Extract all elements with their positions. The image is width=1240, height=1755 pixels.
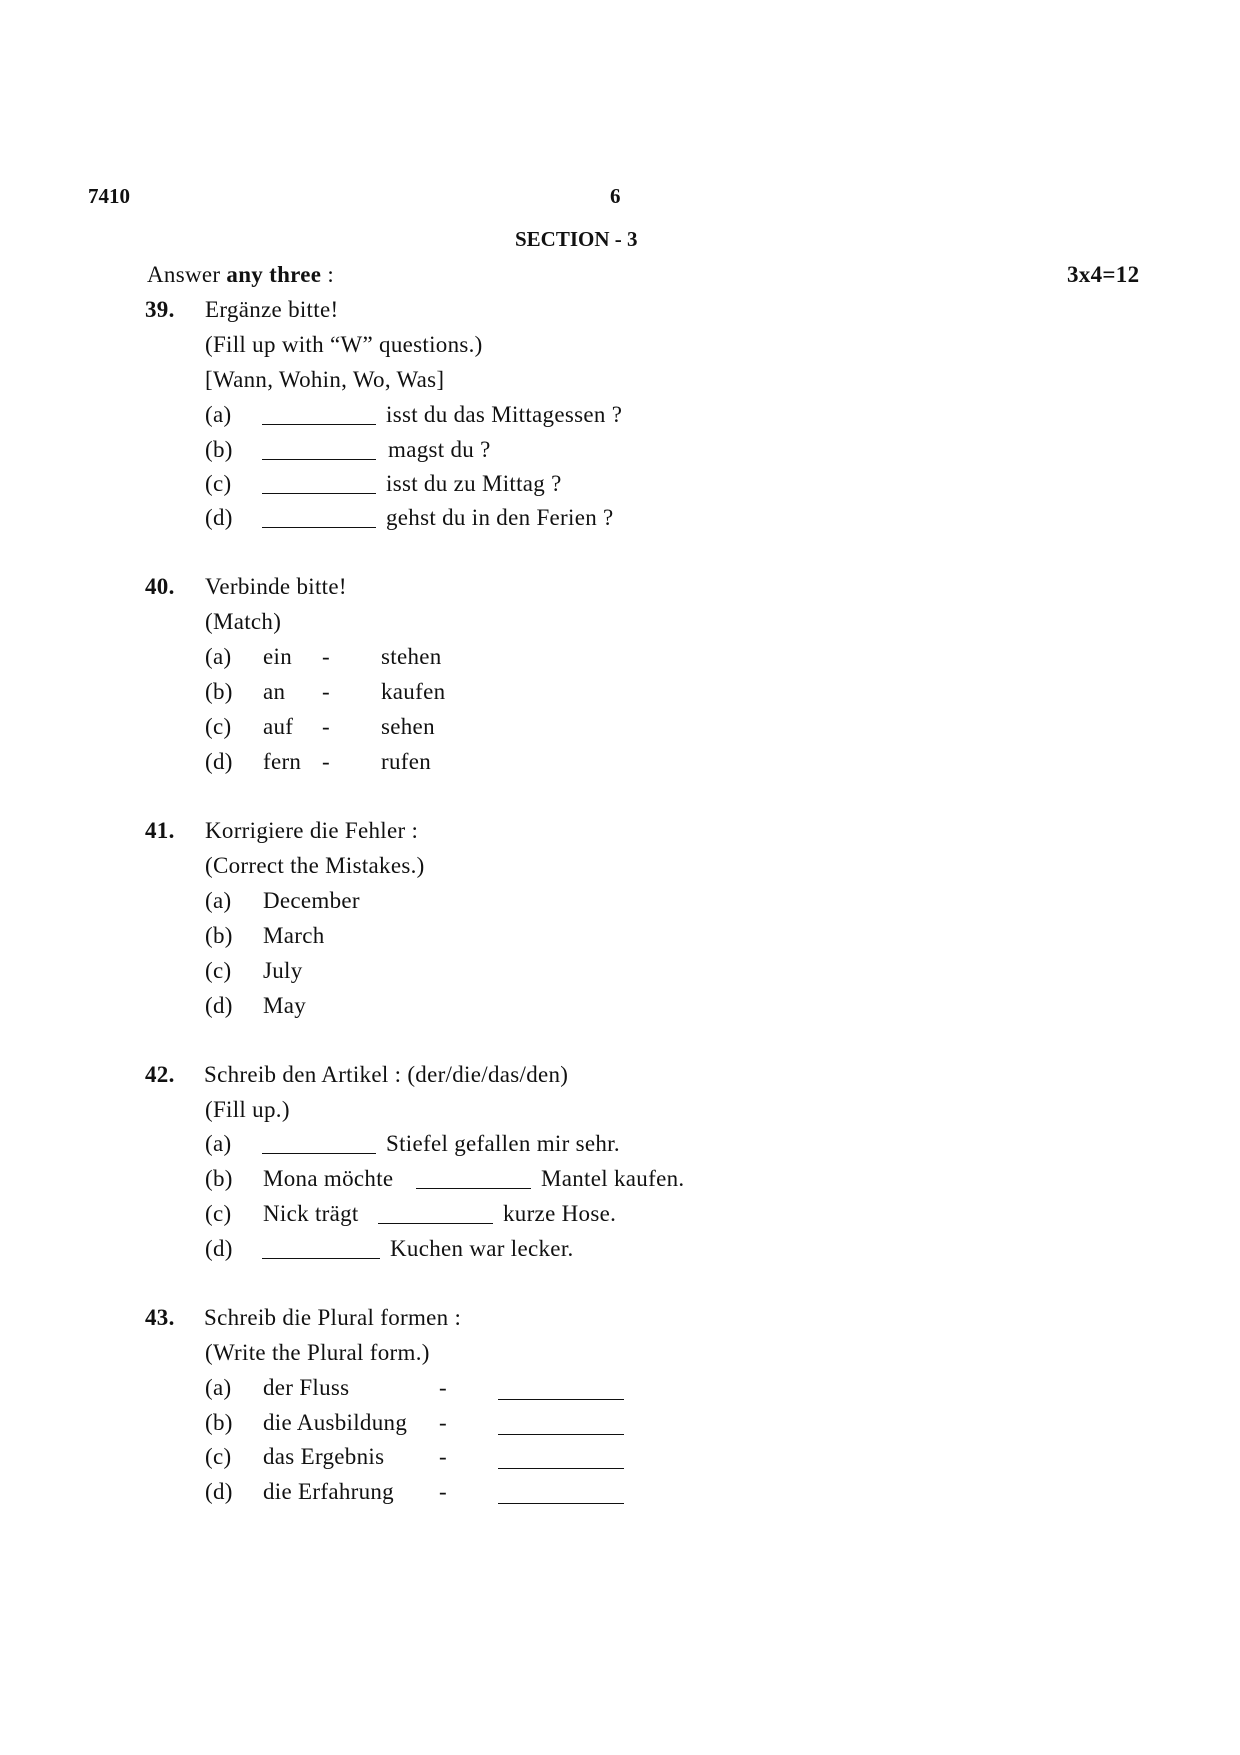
question-43-subtitle: (Write the Plural form.) (205, 1340, 430, 1365)
q42-item-after: Mantel kaufen. (541, 1166, 685, 1191)
q39-item-text: isst du das Mittagessen ? (386, 402, 623, 427)
q42-item-before: Mona möchte (263, 1166, 394, 1191)
paper-code: 7410 (88, 184, 130, 208)
q39-answer-blank[interactable] (262, 439, 376, 460)
question-42-subtitle: (Fill up.) (205, 1097, 290, 1122)
question-39-subtitle: (Fill up with “W” questions.) (205, 332, 483, 357)
q39-answer-blank[interactable] (262, 473, 376, 494)
q43-word: der Fluss (263, 1375, 350, 1400)
q40-prefix: auf (263, 714, 294, 739)
q39-answer-blank[interactable] (262, 507, 376, 528)
q43-answer-blank[interactable] (498, 1414, 624, 1435)
q40-item-label: (b) (205, 679, 233, 704)
q39-item-text: gehst du in den Ferien ? (386, 505, 614, 530)
instructions-bold: any three (226, 262, 322, 287)
question-number-40: 40. (145, 574, 175, 599)
q43-item-label: (a) (205, 1375, 232, 1400)
q40-verb: sehen (381, 714, 435, 739)
question-number-43: 43. (145, 1305, 175, 1330)
section-title: SECTION - 3 (515, 227, 638, 251)
marks: 3x4=12 (1067, 262, 1140, 287)
q42-item-after: Stiefel gefallen mir sehr. (386, 1131, 620, 1156)
q41-item-text: March (263, 923, 325, 948)
q41-item-text: May (263, 993, 307, 1018)
q42-answer-blank[interactable] (262, 1133, 376, 1154)
question-number-41: 41. (145, 818, 175, 843)
q41-item-label: (c) (205, 958, 232, 983)
question-39-title: Ergänze bitte! (205, 297, 339, 322)
q40-verb: kaufen (381, 679, 446, 704)
q43-word: die Erfahrung (263, 1479, 394, 1504)
q42-item-after: Kuchen war lecker. (390, 1236, 574, 1261)
q40-item-label: (a) (205, 644, 232, 669)
q42-item-before: Nick trägt (263, 1201, 359, 1226)
question-number-39: 39. (145, 297, 175, 322)
q43-item-label: (d) (205, 1479, 233, 1504)
q43-answer-blank[interactable] (498, 1448, 624, 1469)
q41-item-label: (b) (205, 923, 233, 948)
q39-item-label: (b) (205, 437, 233, 462)
q42-item-label: (c) (205, 1201, 232, 1226)
question-43-title: Schreib die Plural formen : (204, 1305, 462, 1330)
q40-dash: - (322, 714, 330, 739)
question-39-options: [Wann, Wohin, Wo, Was] (205, 367, 445, 392)
q40-prefix: an (263, 679, 286, 704)
q43-word: das Ergebnis (263, 1444, 385, 1469)
instructions-suffix: : (321, 262, 335, 287)
q41-item-label: (d) (205, 993, 233, 1018)
q40-dash: - (322, 749, 330, 774)
q42-answer-blank[interactable] (378, 1203, 493, 1224)
instructions (147, 262, 334, 288)
q40-dash: - (322, 679, 330, 704)
q43-answer-blank[interactable] (498, 1483, 624, 1504)
q39-item-text: isst du zu Mittag ? (386, 471, 562, 496)
q40-verb: stehen (381, 644, 442, 669)
q42-item-label: (a) (205, 1131, 232, 1156)
q41-item-text: December (263, 888, 360, 913)
question-40-title: Verbinde bitte! (205, 574, 347, 599)
q42-item-after: kurze Hose. (503, 1201, 617, 1226)
page-number: 6 (610, 184, 621, 208)
question-42-title: Schreib den Artikel : (der/die/das/den) (204, 1062, 569, 1087)
q39-answer-blank[interactable] (262, 404, 376, 425)
q43-item-label: (b) (205, 1410, 233, 1435)
q41-item-label: (a) (205, 888, 232, 913)
q40-item-label: (d) (205, 749, 233, 774)
q41-item-text: July (263, 958, 303, 983)
question-40-subtitle: (Match) (205, 609, 282, 634)
q40-item-label: (c) (205, 714, 232, 739)
q39-item-text: magst du ? (388, 437, 491, 462)
q43-dash: - (439, 1444, 447, 1469)
q42-answer-blank[interactable] (416, 1168, 531, 1189)
q40-prefix: ein (263, 644, 292, 669)
q40-dash: - (322, 644, 330, 669)
question-number-42: 42. (145, 1062, 175, 1087)
question-41-subtitle: (Correct the Mistakes.) (205, 853, 425, 878)
q42-item-label: (d) (205, 1236, 233, 1261)
q43-dash: - (439, 1479, 447, 1504)
instructions-prefix: Answer (147, 262, 227, 287)
question-41-title: Korrigiere die Fehler : (205, 818, 419, 843)
q43-word: die Ausbildung (263, 1410, 408, 1435)
q40-prefix: fern (263, 749, 302, 774)
q43-dash: - (439, 1410, 447, 1435)
q43-answer-blank[interactable] (498, 1379, 624, 1400)
q39-item-label: (c) (205, 471, 232, 496)
q40-verb: rufen (381, 749, 432, 774)
q43-dash: - (439, 1375, 447, 1400)
q42-answer-blank[interactable] (262, 1238, 380, 1259)
q43-item-label: (c) (205, 1444, 232, 1469)
q39-item-label: (a) (205, 402, 232, 427)
q42-item-label: (b) (205, 1166, 233, 1191)
q39-item-label: (d) (205, 505, 233, 530)
